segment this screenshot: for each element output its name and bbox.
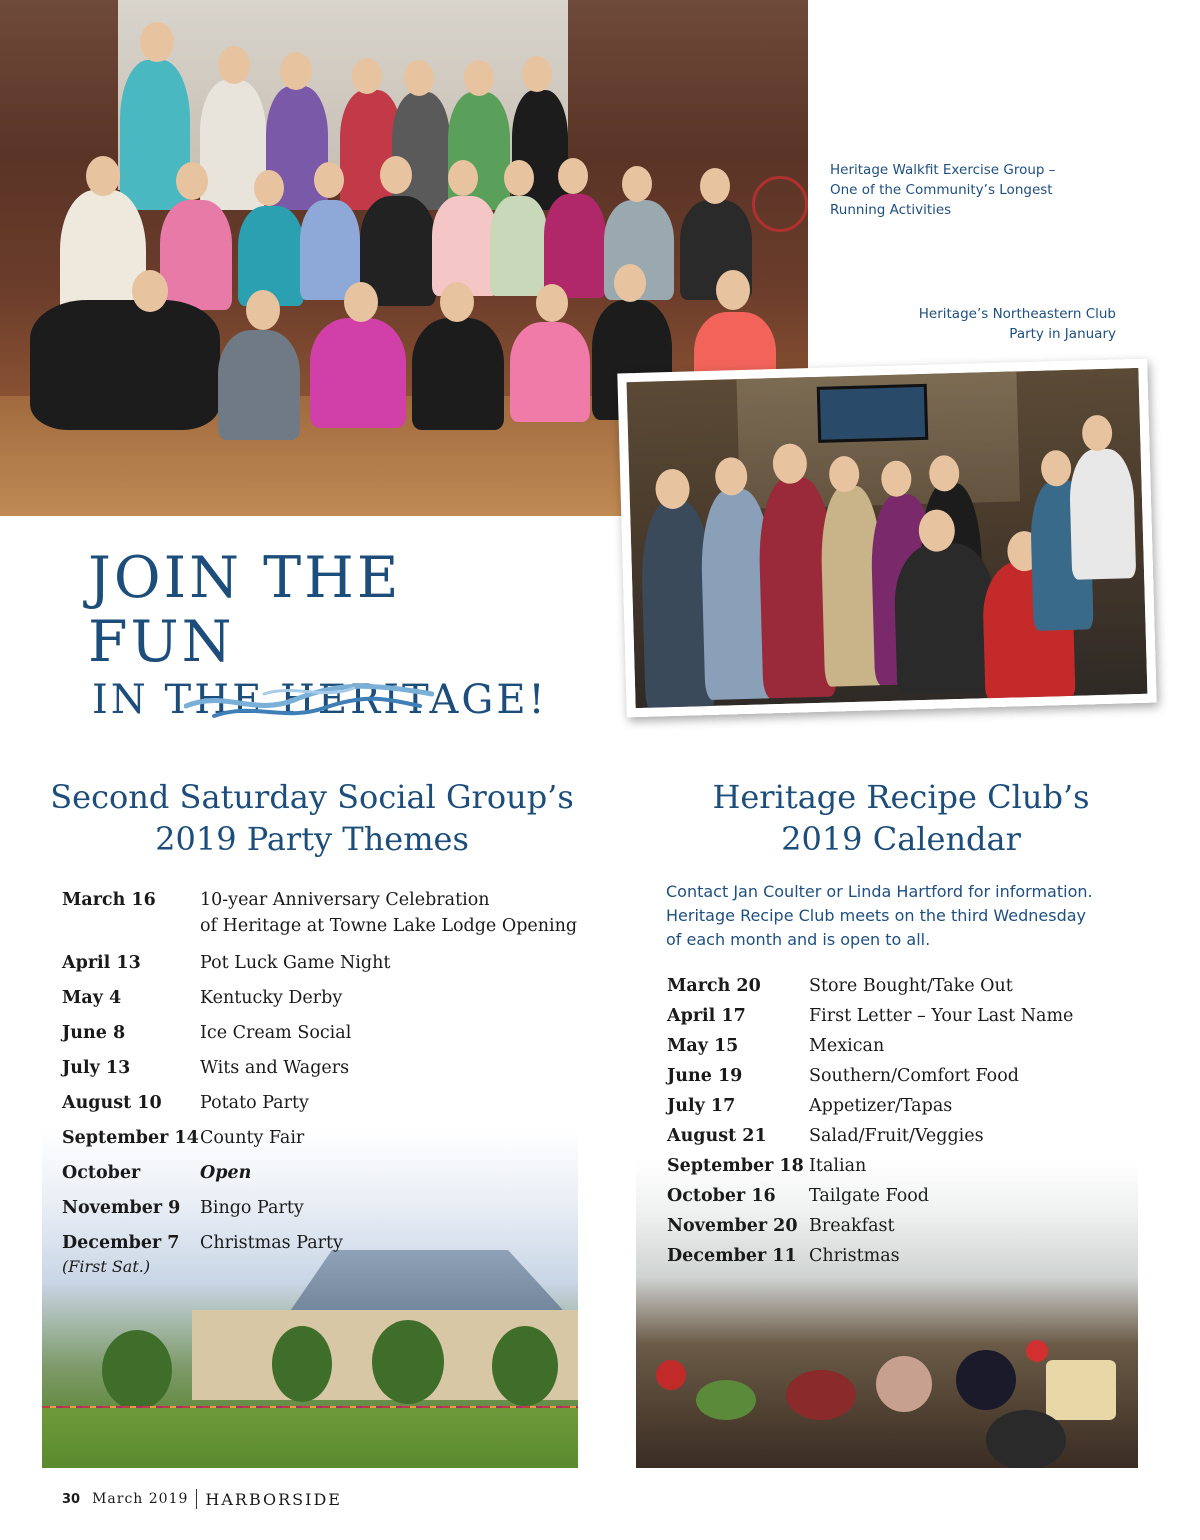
walkfit-photo-caption <box>830 160 1080 220</box>
schedule-date: October <box>62 1163 141 1183</box>
caption-line: Running Activities <box>830 202 952 218</box>
schedule-event: Christmas <box>809 1246 900 1266</box>
schedule-event: First Letter – Your Last Name <box>809 1006 1074 1026</box>
schedule-date: March 16 <box>62 890 156 910</box>
schedule-event: Store Bought/Take Out <box>809 976 1013 996</box>
schedule-date: May 15 <box>667 1036 739 1056</box>
recipe-club-intro <box>666 880 1136 952</box>
issue-date: March 2019 <box>92 1491 189 1507</box>
schedule-date: September 18 <box>667 1156 804 1176</box>
schedule-event: Kentucky Derby <box>200 988 343 1008</box>
schedule-event: Open <box>200 1163 252 1183</box>
schedule-date: July 13 <box>62 1058 131 1078</box>
schedule-event: Christmas Party <box>200 1233 343 1253</box>
recipe-club-title <box>636 776 1166 860</box>
headline-line-1: JOIN THE FUN <box>88 545 402 675</box>
schedule-date: December 7 <box>62 1233 180 1253</box>
schedule-date: November 9 <box>62 1198 181 1218</box>
schedule-event <box>200 890 577 936</box>
schedule-event: Potato Party <box>200 1093 309 1113</box>
party-themes-schedule <box>62 890 582 1290</box>
page-number: 30 <box>62 1491 81 1507</box>
intro-line: Heritage Recipe Club meets on the third Wednesday <box>666 906 1086 925</box>
wave-ornament-icon <box>184 680 434 724</box>
recipe-club-schedule <box>667 976 1137 1276</box>
television <box>817 384 929 443</box>
footer-divider <box>196 1489 197 1509</box>
caption-line: Party in January <box>1009 326 1116 342</box>
title-line: 2019 Party Themes <box>155 820 469 858</box>
title-line: 2019 Calendar <box>781 820 1021 858</box>
schedule-date: August 21 <box>667 1126 767 1146</box>
caption-line: Heritage’s Northeastern Club <box>918 306 1116 322</box>
club-photo-caption <box>880 304 1116 344</box>
schedule-event: Salad/Fruit/Veggies <box>809 1126 984 1146</box>
party-themes-title <box>42 776 582 860</box>
schedule-date: October 16 <box>667 1186 776 1206</box>
title-line: Heritage Recipe Club’s <box>712 778 1090 816</box>
schedule-event: Italian <box>809 1156 867 1176</box>
schedule-event: Breakfast <box>809 1216 895 1236</box>
northeastern-club-photo <box>617 359 1156 718</box>
schedule-event: Appetizer/Tapas <box>809 1096 953 1116</box>
event-line: of Heritage at Towne Lake Lodge Opening <box>200 916 578 936</box>
schedule-date: May 4 <box>62 988 122 1008</box>
schedule-date: July 17 <box>667 1096 736 1116</box>
lawn <box>42 1408 578 1468</box>
schedule-date: April 17 <box>667 1006 746 1026</box>
schedule-event: Wits and Wagers <box>200 1058 350 1078</box>
schedule-note: (First Sat.) <box>62 1257 151 1276</box>
schedule-event: Tailgate Food <box>809 1186 929 1206</box>
schedule-date: November 20 <box>667 1216 798 1236</box>
schedule-date: August 10 <box>62 1093 162 1113</box>
schedule-event: Pot Luck Game Night <box>200 953 391 973</box>
intro-line: of each month and is open to all. <box>666 930 931 949</box>
schedule-event: County Fair <box>200 1128 305 1148</box>
title-line: Second Saturday Social Group’s <box>50 778 574 816</box>
magazine-name: HARBORSIDE <box>205 1489 342 1509</box>
page-footer <box>62 1488 342 1510</box>
intro-line: Contact Jan Coulter or Linda Hartford for information. <box>666 882 1093 901</box>
schedule-event: Mexican <box>809 1036 885 1056</box>
schedule-date: September 14 <box>62 1128 199 1148</box>
caption-line: Heritage Walkfit Exercise Group – <box>830 162 1056 178</box>
caption-line: One of the Community’s Longest <box>830 182 1053 198</box>
schedule-event: Ice Cream Social <box>200 1023 352 1043</box>
schedule-event: Southern/Comfort Food <box>809 1066 1019 1086</box>
headline-line-2: IN THE HERITAGE! <box>92 677 548 723</box>
schedule-date: December 11 <box>667 1246 797 1266</box>
schedule-date: June 8 <box>62 1023 126 1043</box>
event-line: 10-year Anniversary Celebration <box>200 890 490 910</box>
schedule-date: March 20 <box>667 976 761 996</box>
schedule-event: Bingo Party <box>200 1198 304 1218</box>
schedule-date: June 19 <box>667 1066 743 1086</box>
schedule-date: April 13 <box>62 953 141 973</box>
